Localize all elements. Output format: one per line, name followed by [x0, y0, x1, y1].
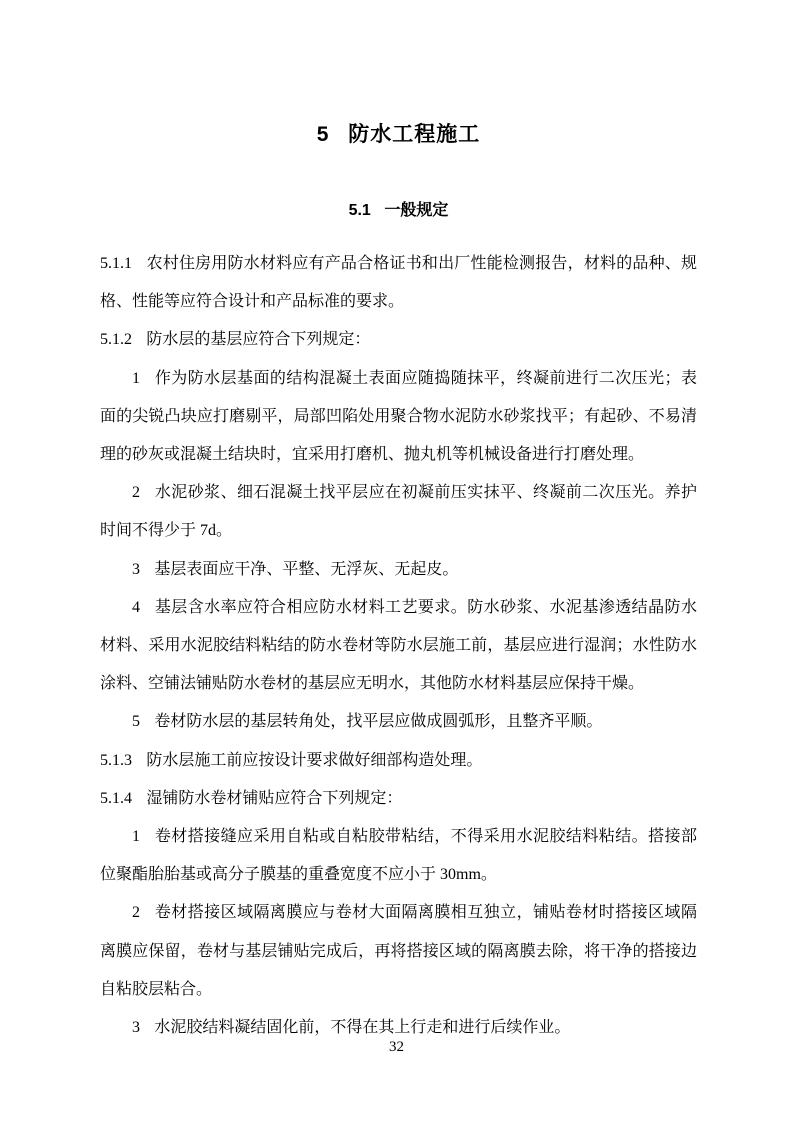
- paragraph: [100, 742, 697, 780]
- paragraph-number: 5.1.1: [100, 255, 132, 272]
- paragraph-number: 4: [132, 598, 140, 616]
- section-number: 5.1: [348, 202, 371, 219]
- chapter-title: 防水工程施工: [348, 123, 481, 146]
- section-heading: [100, 197, 697, 220]
- paragraph-text: 水泥砂浆、细石混凝土找平层应在初凝前压实抹平、终凝前二次压光。养护时间不得少于 7d。: [100, 484, 697, 540]
- paragraph: [100, 703, 697, 741]
- chapter-heading: [100, 118, 697, 148]
- paragraph-number: 1: [132, 369, 140, 387]
- paragraph-text: 水泥胶结料凝结固化前，不得在其上行走和进行后续作业。: [154, 1019, 571, 1037]
- paragraph: [100, 818, 697, 894]
- paragraph: [100, 780, 697, 818]
- paragraph-number: 3: [132, 1019, 140, 1037]
- paragraph: [100, 321, 697, 359]
- document-body: [100, 245, 697, 1047]
- paragraph-text: 基层表面应干净、平整、无浮灰、无起皮。: [154, 560, 459, 578]
- paragraph-text: 湿铺防水卷材铺贴应符合下列规定：: [146, 789, 403, 807]
- paragraph-number: 5.1.2: [100, 331, 132, 349]
- paragraph-text: 防水层的基层应符合下列规定：: [146, 331, 371, 349]
- paragraph-text: 防水层施工前应按设计要求做好细部构造处理。: [146, 751, 483, 769]
- paragraph-text: 基层含水率应符合相应防水材料工艺要求。防水砂浆、水泥基渗透结晶防水材料、采用水泥胶结料粘结的防水卷材等防水层施工前，基层应进行湿润；水性防水涂料、空铺法铺贴防水卷材的基层应无明水，其他防水材料基层应保持干燥。: [100, 598, 697, 693]
- paragraph: [100, 551, 697, 589]
- paragraph: [100, 474, 697, 550]
- paragraph-text: 卷材防水层的基层转角处，找平层应做成圆弧形，且整齐平顺。: [154, 713, 603, 731]
- chapter-number: 5: [316, 123, 330, 146]
- paragraph: [100, 589, 697, 704]
- paragraph-number: 5.1.3: [100, 751, 132, 769]
- paragraph-number: 2: [132, 484, 140, 502]
- paragraph-number: 5.1.4: [100, 789, 132, 807]
- paragraph-text: 农村住房用防水材料应有产品合格证书和出厂性能检测报告，材料的品种、规格、性能等应符合设计和产品标准的要求。: [100, 255, 697, 311]
- page-number: 32: [389, 1039, 404, 1055]
- paragraph-text: 作为防水层基面的结构混凝土表面应随捣随抹平，终凝前进行二次压光；表面的尖锐凸块应打磨剔平，局部凹陷处用聚合物水泥防水砂浆找平；有起砂、不易清理的砂灰或混凝土结块时，宜采用打磨机、抛丸机等机械设备进行打磨处理。: [100, 369, 697, 464]
- paragraph-number: 2: [132, 904, 140, 922]
- paragraph-text: 卷材搭接缝应采用自粘或自粘胶带粘结，不得采用水泥胶结料粘结。搭接部位聚酯胎胎基或高分子膜基的重叠宽度不应小于 30mm。: [100, 828, 697, 884]
- paragraph-number: 1: [132, 828, 140, 846]
- paragraph: [100, 360, 697, 475]
- section-title: 一般规定: [384, 202, 449, 219]
- paragraph-number: 5: [132, 713, 140, 731]
- paragraph-number: 3: [132, 560, 140, 578]
- paragraph-text: 卷材搭接区域隔离膜应与卷材大面隔离膜相互独立，铺贴卷材时搭接区域隔离膜应保留，卷材与基层铺贴完成后，再将搭接区域的隔离膜去除，将干净的搭接边自粘胶层粘合。: [100, 904, 697, 998]
- paragraph: [100, 245, 697, 321]
- paragraph: [100, 894, 697, 1009]
